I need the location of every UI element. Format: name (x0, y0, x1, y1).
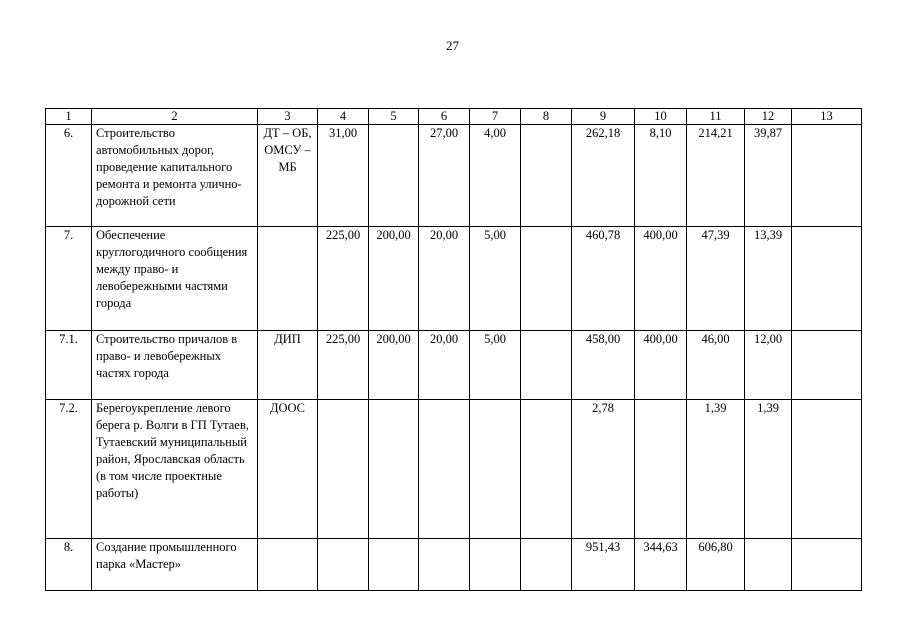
cell-value: 2,78 (572, 400, 635, 539)
row-source (258, 539, 318, 591)
row-name: Строительство причалов в право- и левобережных частях города (92, 331, 258, 400)
row-name: Обеспечение круглогодичного сообщения между право- и левобережными частями города (92, 227, 258, 331)
cell-value (521, 400, 572, 539)
column-header: 10 (635, 109, 687, 125)
row-name: Берегоукрепление левого берега р. Волги в ГП Тутаев, Тутаевский муниципальный район, Ярославская область (в том числе проектные работы) (92, 400, 258, 539)
cell-value: 12,00 (745, 331, 792, 400)
cell-value: 225,00 (318, 331, 369, 400)
table-row (46, 539, 862, 591)
row-number: 7.1. (46, 331, 92, 400)
page-number: 27 (446, 38, 459, 53)
column-header: 6 (419, 109, 470, 125)
cell-value: 5,00 (470, 331, 521, 400)
cell-value: 20,00 (419, 227, 470, 331)
cell-value: 31,00 (318, 125, 369, 227)
cell-value (635, 400, 687, 539)
budget-table (45, 108, 862, 591)
row-source: ДИП (258, 331, 318, 400)
cell-value (792, 331, 862, 400)
cell-value (745, 539, 792, 591)
cell-value: 200,00 (369, 227, 419, 331)
cell-value: 4,00 (470, 125, 521, 227)
cell-value (521, 125, 572, 227)
column-header: 2 (92, 109, 258, 125)
row-source: ДТ – ОБ, ОМСУ – МБ (258, 125, 318, 227)
cell-value: 344,63 (635, 539, 687, 591)
cell-value (521, 227, 572, 331)
column-header: 8 (521, 109, 572, 125)
cell-value (419, 400, 470, 539)
cell-value: 225,00 (318, 227, 369, 331)
cell-value: 200,00 (369, 331, 419, 400)
cell-value: 47,39 (687, 227, 745, 331)
cell-value: 1,39 (745, 400, 792, 539)
cell-value (318, 400, 369, 539)
column-header: 1 (46, 109, 92, 125)
row-number: 7. (46, 227, 92, 331)
table-row (46, 400, 862, 539)
table-row (46, 227, 862, 331)
cell-value (792, 125, 862, 227)
cell-value: 39,87 (745, 125, 792, 227)
table-row (46, 331, 862, 400)
row-number: 7.2. (46, 400, 92, 539)
cell-value: 458,00 (572, 331, 635, 400)
row-name: Строительство автомобильных дорог, проведение капитального ремонта и ремонта улично-дорожной сети (92, 125, 258, 227)
table-row (46, 125, 862, 227)
column-header: 12 (745, 109, 792, 125)
cell-value (470, 539, 521, 591)
cell-value (369, 400, 419, 539)
column-header: 13 (792, 109, 862, 125)
column-header: 4 (318, 109, 369, 125)
column-header: 9 (572, 109, 635, 125)
column-header: 3 (258, 109, 318, 125)
row-name: Создание промышленного парка «Мастер» (92, 539, 258, 591)
cell-value (318, 539, 369, 591)
cell-value: 13,39 (745, 227, 792, 331)
cell-value (470, 400, 521, 539)
cell-value (521, 539, 572, 591)
cell-value: 20,00 (419, 331, 470, 400)
cell-value: 460,78 (572, 227, 635, 331)
cell-value (792, 227, 862, 331)
cell-value (419, 539, 470, 591)
cell-value: 214,21 (687, 125, 745, 227)
header-row (46, 109, 862, 125)
row-number: 6. (46, 125, 92, 227)
column-header: 7 (470, 109, 521, 125)
cell-value (521, 331, 572, 400)
cell-value: 46,00 (687, 331, 745, 400)
cell-value (792, 539, 862, 591)
column-header: 11 (687, 109, 745, 125)
cell-value: 5,00 (470, 227, 521, 331)
cell-value: 606,80 (687, 539, 745, 591)
column-header: 5 (369, 109, 419, 125)
cell-value: 400,00 (635, 331, 687, 400)
row-source: ДООС (258, 400, 318, 539)
cell-value: 8,10 (635, 125, 687, 227)
cell-value: 400,00 (635, 227, 687, 331)
cell-value (369, 539, 419, 591)
cell-value: 1,39 (687, 400, 745, 539)
cell-value: 262,18 (572, 125, 635, 227)
row-source (258, 227, 318, 331)
cell-value: 27,00 (419, 125, 470, 227)
cell-value (792, 400, 862, 539)
cell-value (369, 125, 419, 227)
cell-value: 951,43 (572, 539, 635, 591)
row-number: 8. (46, 539, 92, 591)
